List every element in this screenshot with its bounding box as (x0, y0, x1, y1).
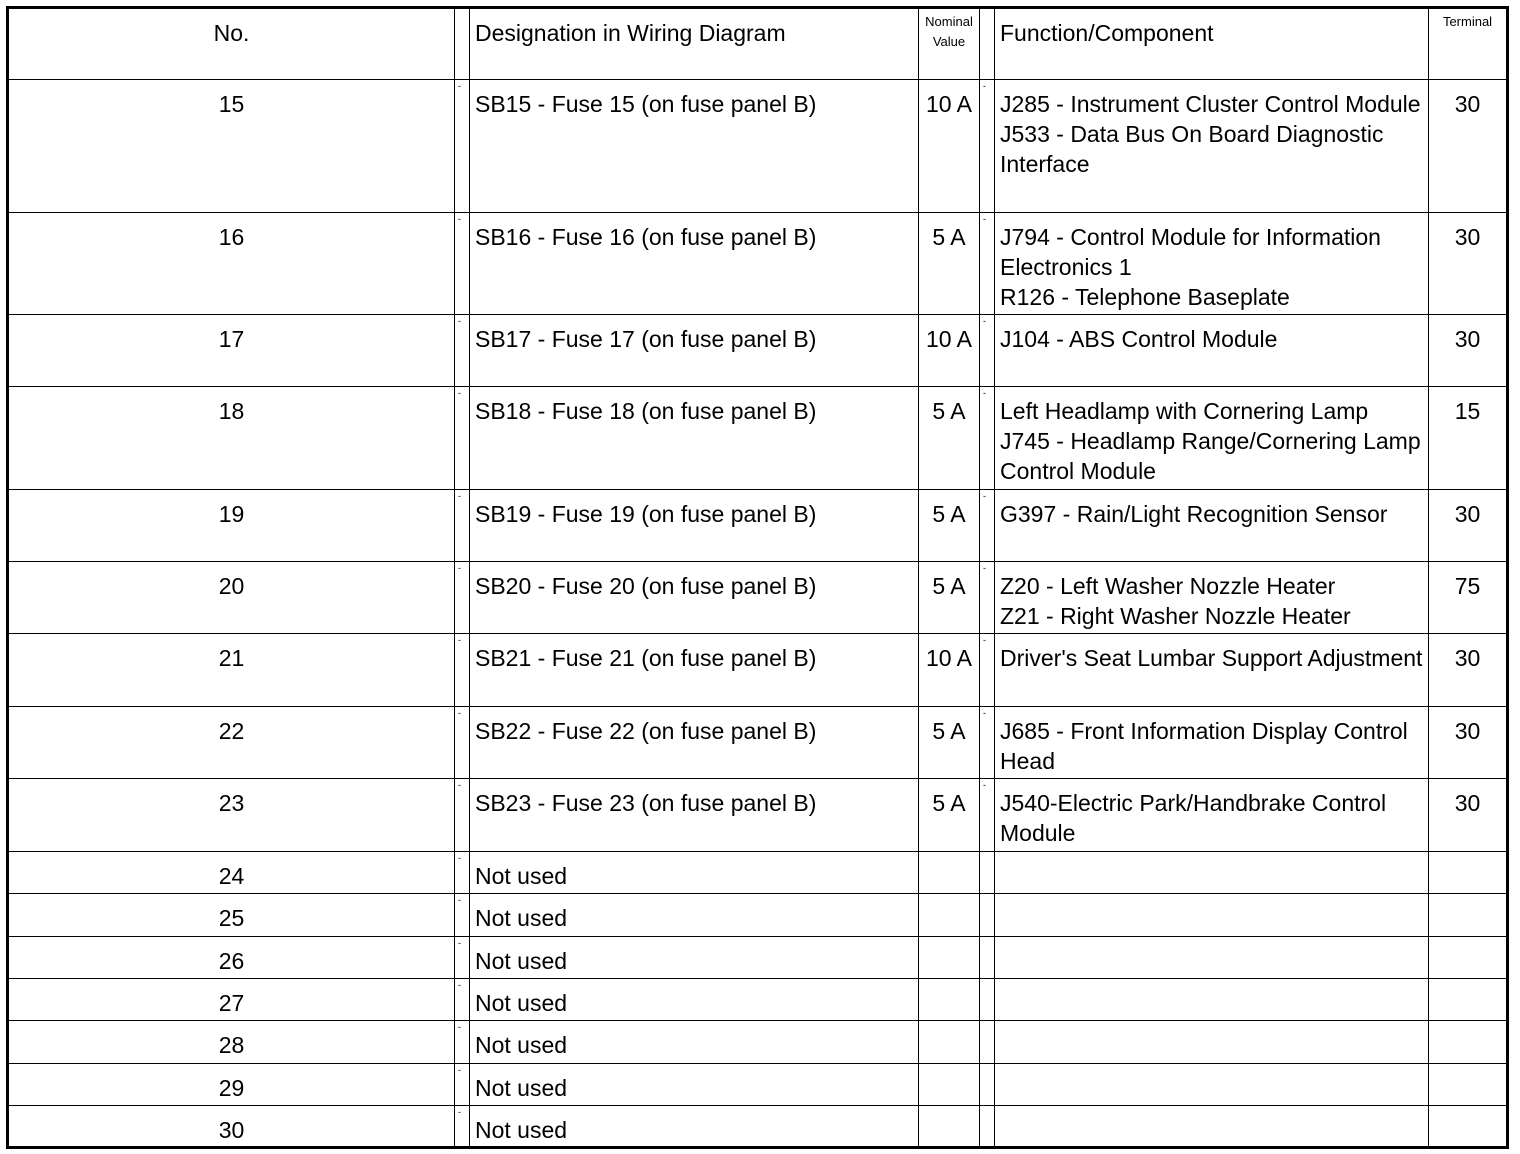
table-row (8, 1021, 1508, 1064)
nominal-value-cell (919, 1106, 980, 1148)
function-component-cell (995, 490, 1429, 562)
table-row (8, 387, 1508, 490)
row-number: 17 (8, 315, 455, 387)
column-separator (980, 1106, 995, 1148)
designation-cell: Not used (470, 1021, 919, 1064)
function-component-cell (995, 315, 1429, 387)
column-separator (980, 8, 995, 80)
column-separator (455, 8, 470, 80)
table-row (8, 634, 1508, 707)
column-separator (980, 1064, 995, 1106)
function-component-item: J794 - Control Module for Information Electronics 1 (1000, 224, 1381, 280)
table-row (8, 490, 1508, 562)
designation-cell: SB15 - Fuse 15 (on fuse panel B) (470, 80, 919, 213)
function-component-item: Left Headlamp with Cornering Lamp (1000, 398, 1369, 424)
terminal-cell: 30 (1429, 634, 1508, 707)
separator-mark: - (458, 388, 461, 398)
table-row (8, 852, 1508, 894)
header-terminal: Terminal (1429, 8, 1508, 80)
column-separator (455, 1021, 470, 1064)
function-component-cell (995, 937, 1429, 979)
nominal-value-cell (919, 979, 980, 1021)
nominal-value-cell (919, 937, 980, 979)
column-separator (455, 562, 470, 634)
separator-mark: - (458, 635, 461, 645)
row-number: 24 (8, 852, 455, 894)
column-separator (455, 852, 470, 894)
designation-cell: Not used (470, 894, 919, 937)
terminal-cell: 30 (1429, 779, 1508, 852)
function-component-item: J540-Electric Park/Handbrake Control Module (1000, 790, 1387, 846)
row-number: 18 (8, 387, 455, 490)
function-component-item: Z20 - Left Washer Nozzle Heater (1000, 573, 1336, 599)
separator-mark: - (983, 316, 986, 326)
function-component-item: J285 - Instrument Cluster Control Module (1000, 91, 1421, 117)
terminal-cell (1429, 852, 1508, 894)
column-separator (455, 707, 470, 779)
row-number: 22 (8, 707, 455, 779)
designation-cell: SB20 - Fuse 20 (on fuse panel B) (470, 562, 919, 634)
nominal-value-cell (919, 1021, 980, 1064)
row-number: 15 (8, 80, 455, 213)
header-nominal-line2: Value (932, 34, 966, 49)
function-component-item: G397 - Rain/Light Recognition Sensor (1000, 501, 1388, 527)
separator-mark: - (458, 1022, 461, 1032)
separator-mark: - (983, 214, 986, 224)
nominal-value-cell: 5 A (919, 707, 980, 779)
function-component-item: R126 - Telephone Baseplate (1000, 284, 1290, 310)
function-component-item: J685 - Front Information Display Control Head (1000, 718, 1408, 774)
terminal-cell: 30 (1429, 80, 1508, 213)
table-row (8, 707, 1508, 779)
separator-mark: - (458, 853, 461, 863)
row-number: 16 (8, 213, 455, 315)
separator-mark: - (983, 780, 986, 790)
terminal-cell (1429, 937, 1508, 979)
row-number: 27 (8, 979, 455, 1021)
table-row (8, 779, 1508, 852)
nominal-value-cell: 5 A (919, 779, 980, 852)
row-number: 23 (8, 779, 455, 852)
column-separator (980, 562, 995, 634)
column-separator (980, 852, 995, 894)
terminal-cell (1429, 1064, 1508, 1106)
designation-cell: SB21 - Fuse 21 (on fuse panel B) (470, 634, 919, 707)
fuse-table (6, 6, 1509, 1149)
nominal-value-cell: 10 A (919, 634, 980, 707)
column-separator (455, 80, 470, 213)
terminal-cell (1429, 1106, 1508, 1148)
column-separator (455, 937, 470, 979)
table-row (8, 937, 1508, 979)
separator-mark: - (458, 1107, 461, 1117)
separator-mark: - (983, 491, 986, 501)
row-number: 21 (8, 634, 455, 707)
column-separator (980, 315, 995, 387)
terminal-cell (1429, 979, 1508, 1021)
separator-mark: - (458, 214, 461, 224)
row-number: 19 (8, 490, 455, 562)
separator-mark: - (983, 81, 986, 91)
terminal-cell (1429, 1021, 1508, 1064)
table-row (8, 562, 1508, 634)
row-number: 28 (8, 1021, 455, 1064)
separator-mark: - (458, 1065, 461, 1075)
function-component-item: Driver's Seat Lumbar Support Adjustment (1000, 645, 1423, 671)
column-separator (455, 315, 470, 387)
designation-cell: Not used (470, 1106, 919, 1148)
column-separator (455, 1064, 470, 1106)
column-separator (980, 779, 995, 852)
table-row (8, 979, 1508, 1021)
function-component-cell (995, 562, 1429, 634)
function-component-cell (995, 1106, 1429, 1148)
terminal-cell: 30 (1429, 315, 1508, 387)
function-component-cell (995, 1064, 1429, 1106)
terminal-cell: 15 (1429, 387, 1508, 490)
designation-cell: SB18 - Fuse 18 (on fuse panel B) (470, 387, 919, 490)
column-separator (980, 1021, 995, 1064)
separator-mark: - (458, 780, 461, 790)
table-row (8, 1106, 1508, 1148)
nominal-value-cell (919, 1064, 980, 1106)
function-component-cell (995, 779, 1429, 852)
table-row (8, 80, 1508, 213)
column-separator (980, 213, 995, 315)
designation-cell: Not used (470, 937, 919, 979)
designation-cell: SB16 - Fuse 16 (on fuse panel B) (470, 213, 919, 315)
separator-mark: - (458, 895, 461, 905)
separator-mark: - (458, 316, 461, 326)
function-component-item: J745 - Headlamp Range/Cornering Lamp Control Module (1000, 428, 1421, 484)
column-separator (455, 779, 470, 852)
designation-cell: Not used (470, 979, 919, 1021)
terminal-cell: 30 (1429, 213, 1508, 315)
nominal-value-cell (919, 852, 980, 894)
column-separator (455, 634, 470, 707)
function-component-cell (995, 634, 1429, 707)
column-separator (455, 213, 470, 315)
header-row (8, 8, 1508, 80)
separator-mark: - (458, 81, 461, 91)
function-component-cell (995, 979, 1429, 1021)
function-component-cell (995, 707, 1429, 779)
row-number: 30 (8, 1106, 455, 1148)
column-separator (455, 1106, 470, 1148)
designation-cell: SB22 - Fuse 22 (on fuse panel B) (470, 707, 919, 779)
column-separator (455, 387, 470, 490)
separator-mark: - (983, 635, 986, 645)
table-row (8, 213, 1508, 315)
column-separator (980, 634, 995, 707)
designation-cell: Not used (470, 852, 919, 894)
nominal-value-cell: 5 A (919, 387, 980, 490)
designation-cell: Not used (470, 1064, 919, 1106)
row-number: 25 (8, 894, 455, 937)
header-function: Function/Component (995, 8, 1429, 80)
column-separator (980, 707, 995, 779)
designation-cell: SB17 - Fuse 17 (on fuse panel B) (470, 315, 919, 387)
separator-mark: - (458, 563, 461, 573)
nominal-value-cell: 10 A (919, 315, 980, 387)
column-separator (980, 490, 995, 562)
separator-mark: - (983, 563, 986, 573)
separator-mark: - (458, 491, 461, 501)
function-component-cell (995, 1021, 1429, 1064)
column-separator (455, 979, 470, 1021)
function-component-item: J533 - Data Bus On Board Diagnostic Interface (1000, 121, 1384, 177)
header-no: No. (8, 8, 455, 80)
nominal-value-cell: 10 A (919, 80, 980, 213)
table-row (8, 894, 1508, 937)
terminal-cell: 30 (1429, 707, 1508, 779)
header-designation: Designation in Wiring Diagram (470, 8, 919, 80)
column-separator (980, 80, 995, 213)
function-component-cell (995, 80, 1429, 213)
function-component-cell (995, 894, 1429, 937)
table-row (8, 1064, 1508, 1106)
nominal-value-cell: 5 A (919, 213, 980, 315)
designation-cell: SB19 - Fuse 19 (on fuse panel B) (470, 490, 919, 562)
separator-mark: - (983, 708, 986, 718)
function-component-cell (995, 852, 1429, 894)
function-component-cell (995, 213, 1429, 315)
row-number: 26 (8, 937, 455, 979)
function-component-item: Z21 - Right Washer Nozzle Heater (1000, 603, 1351, 629)
row-number: 20 (8, 562, 455, 634)
row-number: 29 (8, 1064, 455, 1106)
table-body (8, 8, 1508, 1148)
function-component-item: J104 - ABS Control Module (1000, 326, 1278, 352)
function-component-cell (995, 387, 1429, 490)
nominal-value-cell: 5 A (919, 490, 980, 562)
header-nominal-line1: Nominal (925, 14, 973, 29)
header-nominal-value (919, 8, 980, 80)
column-separator (455, 894, 470, 937)
column-separator (980, 387, 995, 490)
terminal-cell (1429, 894, 1508, 937)
terminal-cell: 75 (1429, 562, 1508, 634)
separator-mark: - (458, 708, 461, 718)
separator-mark: - (458, 980, 461, 990)
designation-cell: SB23 - Fuse 23 (on fuse panel B) (470, 779, 919, 852)
nominal-value-cell: 5 A (919, 562, 980, 634)
terminal-cell: 30 (1429, 490, 1508, 562)
separator-mark: - (458, 938, 461, 948)
column-separator (980, 979, 995, 1021)
table-row (8, 315, 1508, 387)
column-separator (980, 937, 995, 979)
column-separator (980, 894, 995, 937)
separator-mark: - (983, 388, 986, 398)
column-separator (455, 490, 470, 562)
nominal-value-cell (919, 894, 980, 937)
